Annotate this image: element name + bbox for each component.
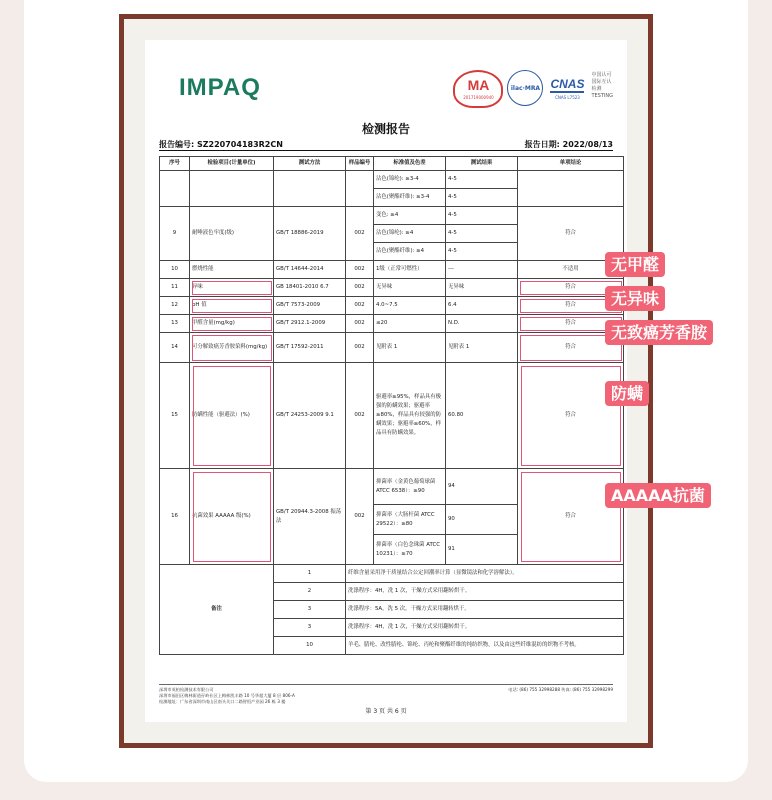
remark-number: 3	[274, 619, 346, 637]
cnas-side-line: TESTING	[591, 93, 613, 99]
remark-text: 洗涤程序：4H，洗 1 次，干燥方式采用翻转烘干。	[346, 619, 624, 637]
cnas-seal	[547, 70, 587, 106]
remark-row	[160, 565, 624, 583]
cell: 不适用	[518, 261, 624, 279]
cell: GB/T 18886-2019	[274, 207, 346, 261]
cell: 90	[446, 505, 518, 535]
frame-mat	[124, 19, 648, 743]
cnas-side-line: 国际互认	[591, 79, 612, 85]
cell: 见附表 1	[374, 333, 446, 363]
cell: 002	[346, 333, 374, 363]
remark-number: 1	[274, 565, 346, 583]
cnas-side-line: 中国认可	[591, 72, 612, 78]
cell: 无异味	[446, 279, 518, 297]
cell: 见附表 1	[446, 333, 518, 363]
cnas-side-line: 检测	[591, 86, 602, 92]
remark-number: 3	[274, 601, 346, 619]
remark-text: 纤维含量采用净干质量结合公定回潮率计算（显微镜法和化学溶解法）。	[346, 565, 624, 583]
cma-seal	[453, 70, 503, 108]
cell: 无异味	[374, 279, 446, 297]
cell: 11	[160, 279, 190, 297]
cell	[160, 171, 190, 207]
cell: 符合	[518, 363, 624, 469]
cell: 9	[160, 207, 190, 261]
cell: 14	[160, 333, 190, 363]
cell: 异味	[190, 279, 274, 297]
cell: 沾色(聚酯纤维): ≥3-4	[374, 189, 446, 207]
table-row	[160, 171, 624, 189]
header-rule	[159, 150, 613, 151]
cell: 沾色(聚酯纤维): ≥4	[374, 243, 446, 261]
cell: 12	[160, 297, 190, 315]
company-logo: IMPAQ	[179, 74, 261, 101]
cell: 16	[160, 469, 190, 565]
table-row	[160, 297, 624, 315]
table-row	[160, 469, 624, 505]
cell: GB/T 7573-2009	[274, 297, 346, 315]
table-header-row	[160, 157, 624, 171]
col-header: 测试方法	[274, 157, 346, 171]
cell: 94	[446, 469, 518, 505]
cell: 002	[346, 279, 374, 297]
test-report-document	[145, 40, 627, 722]
cnas-title: CNAS	[550, 76, 585, 91]
cell: 4-5	[446, 207, 518, 225]
cell: 变色: ≥4	[374, 207, 446, 225]
cell	[346, 171, 374, 207]
cma-number: 201719000940	[463, 95, 494, 100]
remark-number: 2	[274, 583, 346, 601]
cell: 符合	[518, 279, 624, 297]
cell: 抑菌率（白色念珠菌 ATCC 10231）：≥70	[374, 535, 446, 565]
cell: 002	[346, 261, 374, 279]
footer-contact: 电话: (86) 755 32998288 传真: (86) 755 32998299	[508, 687, 613, 692]
cell: 可分解致癌芳香胺染料(mg/kg)	[190, 333, 274, 363]
cell: 沾色(锦纶): ≥3-4	[374, 171, 446, 189]
cell: pH 值	[190, 297, 274, 315]
tag-no-carcinogenic-amine: 无致癌芳香胺	[605, 320, 713, 345]
tag-odor-free: 无异味	[605, 286, 665, 311]
cell: 抑菌率（金黄色葡萄球菌 ATCC 6538）：≥90	[374, 469, 446, 505]
cell	[190, 171, 274, 207]
cell: 4-5	[446, 225, 518, 243]
cell: 4-5	[446, 189, 518, 207]
cell: 4-5	[446, 243, 518, 261]
results-table	[159, 156, 624, 655]
cell: GB/T 17592-2011	[274, 333, 346, 363]
report-date: 报告日期: 2022/08/13	[524, 140, 613, 149]
cell	[274, 171, 346, 207]
col-header: 序号	[160, 157, 190, 171]
picture-frame	[119, 14, 653, 748]
cell: 符合	[518, 469, 624, 565]
tag-formaldehyde-free: 无甲醛	[605, 252, 665, 277]
cell: 符合	[518, 315, 624, 333]
cell: 91	[446, 535, 518, 565]
col-header: 样品编号	[346, 157, 374, 171]
cell: 002	[346, 297, 374, 315]
cell: 耐唾液色牢度(级)	[190, 207, 274, 261]
remark-number: 10	[274, 637, 346, 655]
cell: 抗菌效果 AAAAA 级(%)	[190, 469, 274, 565]
footer-line: 检测地址：广东省深圳市南山区南头关口二路智恒产业园 26 栋 3 楼	[159, 699, 286, 704]
cell: 抑菌率（大肠杆菌 ATCC 29522）：≥80	[374, 505, 446, 535]
table-row	[160, 207, 624, 225]
cell: 沾色(锦纶): ≥4	[374, 225, 446, 243]
page-number: 第 3 页 共 6 页	[365, 708, 407, 715]
report-number: 报告编号: SZ220704183R2CN	[159, 140, 283, 149]
cell: 002	[346, 207, 374, 261]
cell: GB 18401-2010 6.7	[274, 279, 346, 297]
cell: 燃烧性能	[190, 261, 274, 279]
cma-title: MA	[467, 77, 490, 93]
table-row	[160, 279, 624, 297]
document-title: 检测报告	[361, 122, 410, 136]
cell: 10	[160, 261, 190, 279]
cell: 符合	[518, 333, 624, 363]
cell: GB/T 20944.3-2008 振荡法	[274, 469, 346, 565]
cell: ≤20	[374, 315, 446, 333]
cell: GB/T 24253-2009 9.1	[274, 363, 346, 469]
remark-text: 羊毛、腈纶、改性腈纶、锦纶、丙纶和聚酯纤维的纯纺织物，以及由这些纤维混纺的织物不考核。	[346, 637, 624, 655]
col-header: 标准值及色差	[374, 157, 446, 171]
remark-text: 洗涤程序：4H，洗 1 次，干燥方式采用翻转烘干。	[346, 583, 624, 601]
cell: 驱避率≥95%，样品具有极强的防螨效果；驱避率≥80%，样品具有较强的防螨效果；驱避率≥60%，样品具有防螨效果。	[374, 363, 446, 469]
cell: 1级（正常可燃性）	[374, 261, 446, 279]
cell	[518, 171, 624, 207]
cell: N.D.	[446, 315, 518, 333]
cell: ---	[446, 261, 518, 279]
footer-line: 深圳市福田区梅林街道孖岭社区上梅林凯丰路 10 号华超大厦 8 层 806-A	[159, 693, 295, 698]
cnas-subtitle: CNAS L7523	[555, 94, 580, 100]
cell: 符合	[518, 207, 624, 261]
tag-antibacterial: AAAAA抗菌	[605, 483, 711, 508]
col-header: 检验项目(计量单位)	[190, 157, 274, 171]
cell: GB/T 14644-2014	[274, 261, 346, 279]
table-row	[160, 363, 624, 469]
cell: 002	[346, 363, 374, 469]
ilac-mra-seal: ilac·MRA	[507, 70, 543, 106]
cell: 13	[160, 315, 190, 333]
cell: 符合	[518, 297, 624, 315]
cell: 4-5	[446, 171, 518, 189]
cnas-side-text	[591, 70, 613, 100]
footer-line: 深圳市英柏检测技术有限公司	[159, 687, 214, 692]
cell: 15	[160, 363, 190, 469]
remarks-label: 备注	[160, 565, 274, 655]
cell: 6.4	[446, 297, 518, 315]
cell: 60.80	[446, 363, 518, 469]
cell: 4.0~7.5	[374, 297, 446, 315]
col-header: 单项结论	[518, 157, 624, 171]
cell: 002	[346, 315, 374, 333]
table-row	[160, 315, 624, 333]
table-row	[160, 261, 624, 279]
footer-rule	[159, 684, 613, 685]
cell: 甲醛含量(mg/kg)	[190, 315, 274, 333]
remark-text: 洗涤程序：5A，洗 5 次，干燥方式采用翻转烘干。	[346, 601, 624, 619]
col-header: 测试结果	[446, 157, 518, 171]
cell: 002	[346, 469, 374, 565]
cell: 防螨性能（驱避法）(%)	[190, 363, 274, 469]
footer-address	[159, 687, 419, 705]
cell: GB/T 2912.1-2009	[274, 315, 346, 333]
tag-anti-mite: 防螨	[605, 381, 649, 406]
table-row	[160, 333, 624, 363]
certification-marks	[453, 70, 613, 108]
